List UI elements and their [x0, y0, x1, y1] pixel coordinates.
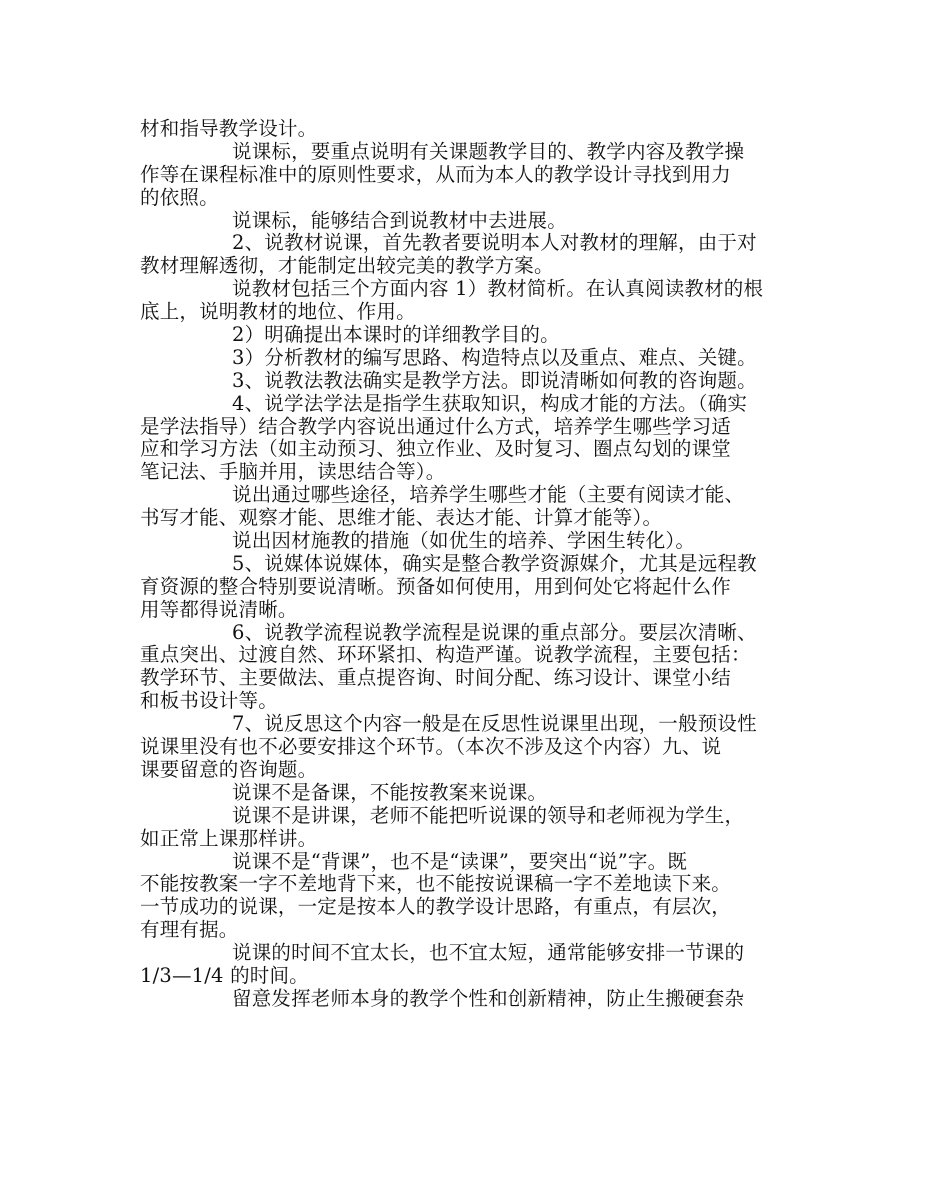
paragraph-first-line: 说课标，要重点说明有关课题教学目的、教学内容及教学操: [232, 139, 745, 163]
paragraph-first-line: 说课不是“背课”，也不是“读课”，要突出“说”字。既: [232, 849, 688, 873]
paragraph-first-line: 3）分析教材的编写思路、构造特点以及重点、难点、关键。: [232, 345, 757, 369]
text-line: 底上，说明教材的地位、作用。: [140, 300, 416, 324]
paragraph-first-line: 留意发挥老师本身的教学个性和创新精神，防止生搬硬套杂: [232, 986, 745, 1010]
paragraph-first-line: 说课标，能够结合到说教材中去进展。: [232, 208, 567, 232]
paragraph-first-line: 说课的时间不宜太长，也不宜太短，通常能够安排一节课的: [232, 941, 745, 965]
text-line: 重点突出、过渡自然、环环紧扣、构造严谨。说教学流程，主要包括：: [140, 643, 751, 667]
paragraph-first-line: 5、说媒体说媒体，确实是整合教学资源媒介，尤其是远程教: [232, 551, 757, 575]
text-line: 教学环节、主要做法、重点提咨询、时间分配、练习设计、课堂小结: [140, 666, 732, 690]
paragraph-first-line: 3、说教法教法确实是教学方法。即说清晰如何教的咨询题。: [232, 368, 757, 392]
paragraph-first-line: 6、说教学流程说教学流程是说课的重点部分。要层次清晰、: [232, 620, 757, 644]
text-line: 的依照。: [140, 185, 219, 209]
text-line: 1/3—1/4 的时间。: [140, 963, 309, 987]
text-line: 笔记法、手脑并用，读思结合等）。: [140, 460, 446, 484]
paragraph-first-line: 说出通过哪些途径，培养学生哪些才能（主要有阅读才能、: [232, 483, 745, 507]
document-body-text: [140, 118, 820, 1011]
paragraph-first-line: 说课不是备课，不能按教案来说课。: [232, 780, 548, 804]
text-line: 教材理解透彻，才能制定出较完美的教学方案。: [140, 254, 554, 278]
text-line: 应和学习方法（如主动预习、独立作业、及时复习、圈点勾划的课堂: [140, 437, 732, 461]
text-line: 书写才能、观察才能、思维才能、表达才能、计算才能等）。: [140, 506, 663, 530]
text-line: 用等都得说清晰。: [140, 597, 298, 621]
paragraph-first-line: 4、说学法学法是指学生获取知识，构成才能的方法。（确实: [232, 391, 748, 415]
text-line: 说课里没有也不必要安排这个环节。（本次不涉及这个内容）九、说: [140, 735, 722, 759]
text-line: 和板书设计等。: [140, 689, 278, 713]
text-line: 一节成功的说课，一定是按本人的教学设计思路，有重点，有层次，: [140, 895, 732, 919]
text-line: 是学法指导）结合教学内容说出通过什么方式，培养学生哪些学习适: [140, 414, 732, 438]
text-line: 如正常上课那样讲。: [140, 826, 318, 850]
paragraph-first-line: 说出因材施教的措施（如优生的培养、学困生转化）。: [232, 529, 696, 553]
paragraph-first-line: 7、说反思这个内容一般是在反思性说课里出现，一般预设性: [232, 712, 757, 736]
text-line: 材和指导教学设计。: [140, 117, 318, 140]
text-line: 课要留意的咨询题。: [140, 757, 318, 781]
text-line: 不能按教案一字不差地背下来，也不能按说课稿一字不差地读下来。: [140, 872, 732, 896]
paragraph-first-line: 说教材包括三个方面内容 1）教材简析。在认真阅读教材的根: [232, 277, 764, 301]
paragraph-first-line: 2、说教材说课，首先教者要说明本人对教材的理解，由于对: [232, 231, 757, 255]
paragraph-first-line: 2）明确提出本课时的详细教学目的。: [232, 323, 560, 347]
paragraph-first-line: 说课不是讲课，老师不能把听说课的领导和老师视为学生，: [232, 803, 745, 827]
text-line: 有理有据。: [140, 918, 239, 942]
text-line: 育资源的整合特别要说清晰。预备如何使用，用到何处它将起什么作: [140, 574, 732, 598]
text-line: 作等在课程标准中的原则性要求，从而为本人的教学设计寻找到用力: [140, 162, 732, 186]
